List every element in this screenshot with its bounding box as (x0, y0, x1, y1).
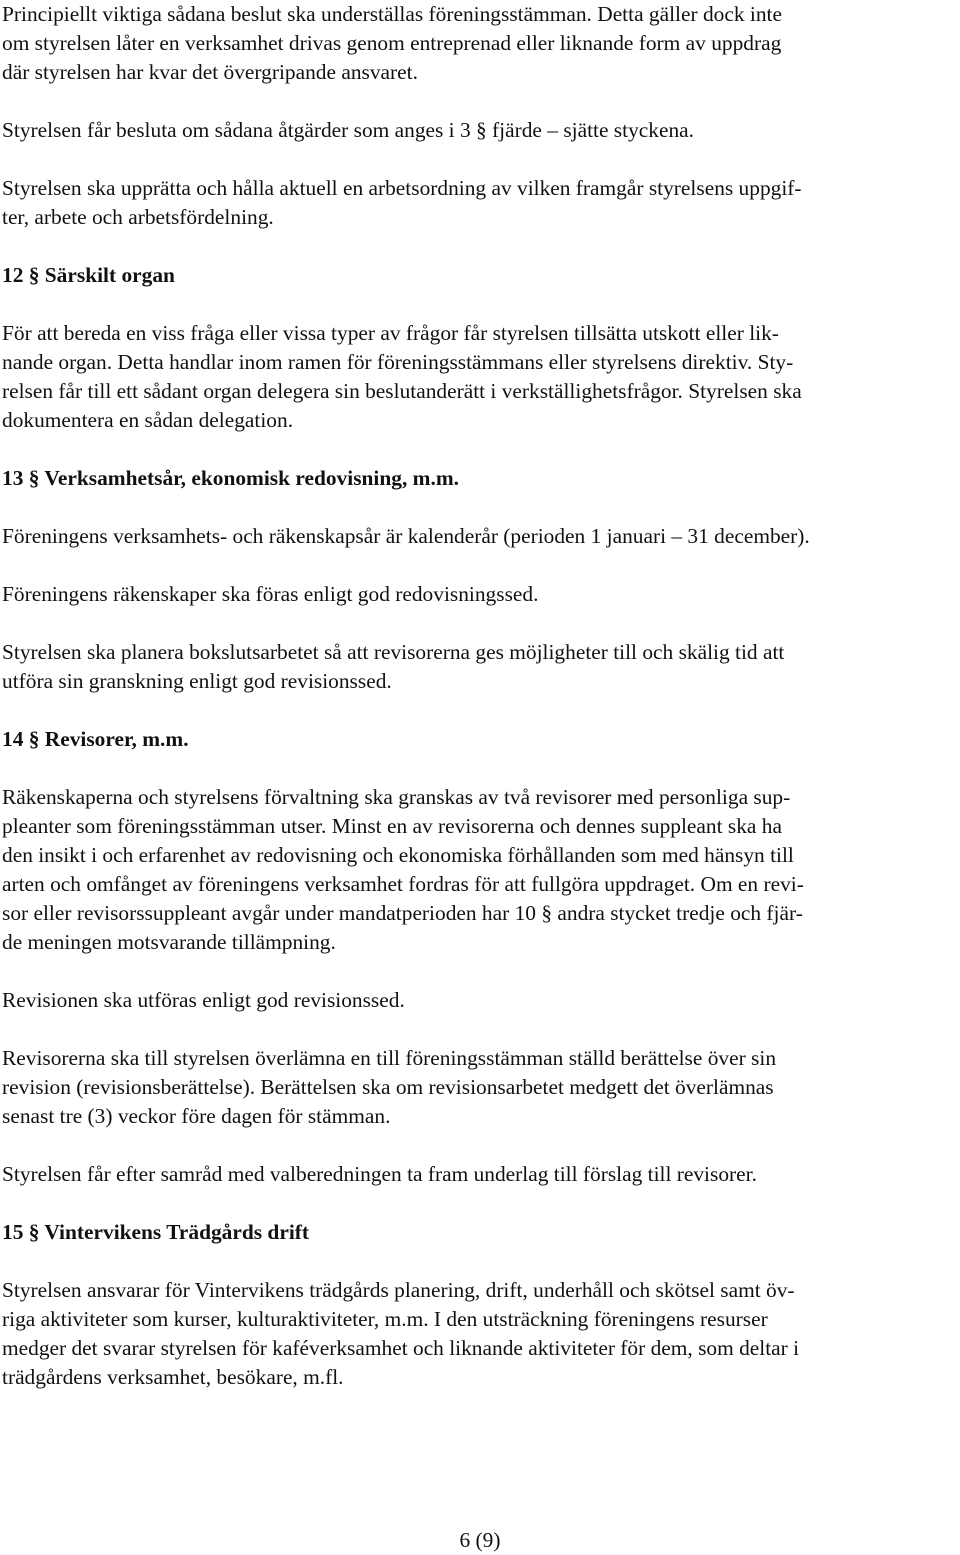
paragraph-gap (2, 1189, 954, 1218)
body-paragraph (2, 638, 954, 696)
paragraph-gap (2, 696, 954, 725)
text-line: de meningen motsvarande tillämpning. (2, 930, 336, 954)
paragraph-gap (2, 957, 954, 986)
text-line: Revisionen ska utföras enligt god revisionssed. (2, 988, 405, 1012)
text-line: Styrelsen får besluta om sådana åtgärder som anges i 3 § fjärde – sjätte styckena. (2, 118, 694, 142)
text-line: relsen får till ett sådant organ delegera sin beslutanderätt i verkställighetsfrågor. Styrelsen ska (2, 379, 802, 403)
document-body (2, 0, 954, 1392)
paragraph-gap (2, 87, 954, 116)
text-line: pleanter som föreningsstämman utser. Minst en av revisorerna och dennes suppleant ska ha (2, 814, 782, 838)
paragraph-gap (2, 232, 954, 261)
text-line: om styrelsen låter en verksamhet drivas genom entreprenad eller liknande form av uppdrag (2, 31, 782, 55)
text-line: där styrelsen har kvar det övergripande ansvaret. (2, 60, 418, 84)
paragraph-gap (2, 435, 954, 464)
body-paragraph (2, 580, 954, 609)
body-paragraph (2, 116, 954, 145)
body-paragraph (2, 986, 954, 1015)
section-heading: 15 § Vintervikens Trädgårds drift (2, 1220, 310, 1244)
text-line: Principiellt viktiga sådana beslut ska underställas föreningsstämman. Detta gäller dock inte (2, 2, 782, 26)
text-line: Styrelsen ansvarar för Vintervikens trädgårds planering, drift, underhåll och skötsel samt öv- (2, 1278, 795, 1302)
paragraph-gap (2, 145, 954, 174)
body-paragraph (2, 783, 954, 957)
paragraph-gap (2, 551, 954, 580)
text-line: revision (revisionsberättelse). Berättelsen ska om revisionsarbetet medgett det överlämnas (2, 1075, 774, 1099)
text-line: Räkenskaperna och styrelsens förvaltning ska granskas av två revisorer med personliga sup- (2, 785, 791, 809)
paragraph-gap (2, 754, 954, 783)
body-paragraph (2, 522, 954, 551)
paragraph-gap (2, 1247, 954, 1276)
text-line: Föreningens verksamhets- och räkenskapsår är kalenderår (perioden 1 januari – 31 december). (2, 524, 810, 548)
paragraph-gap (2, 1015, 954, 1044)
paragraph-gap (2, 290, 954, 319)
text-line: den insikt i och erfarenhet av redovisning och ekonomiska förhållanden som med hänsyn till (2, 843, 794, 867)
body-paragraph (2, 1276, 954, 1392)
section-heading: 13 § Verksamhetsår, ekonomisk redovisning, m.m. (2, 466, 459, 490)
text-line: nande organ. Detta handlar inom ramen för föreningsstämmans eller styrelsens direktiv. Sty- (2, 350, 794, 374)
page-number: 6 (9) (459, 1528, 501, 1552)
text-line: riga aktiviteter som kurser, kulturaktiviteter, m.m. I den utsträckning föreningens resurser (2, 1307, 768, 1331)
body-paragraph (2, 319, 954, 435)
section-heading: 14 § Revisorer, m.m. (2, 727, 189, 751)
text-line: utföra sin granskning enligt god revisionssed. (2, 669, 392, 693)
text-line: För att bereda en viss fråga eller vissa typer av frågor får styrelsen tillsätta utskott eller lik- (2, 321, 779, 345)
text-line: Föreningens räkenskaper ska föras enligt god redovisningssed. (2, 582, 539, 606)
text-line: trädgårdens verksamhet, besökare, m.fl. (2, 1365, 344, 1389)
text-line: sor eller revisorssuppleant avgår under mandatperioden har 10 § andra stycket tredje och fjär- (2, 901, 803, 925)
text-line: dokumentera en sådan delegation. (2, 408, 294, 432)
text-line: arten och omfånget av föreningens verksamhet fordras för att fullgöra uppdraget. Om en revi- (2, 872, 804, 896)
text-line: ter, arbete och arbetsfördelning. (2, 205, 274, 229)
text-line: Styrelsen ska planera bokslutsarbetet så att revisorerna ges möjligheter till och skälig tid att (2, 640, 785, 664)
text-line: Styrelsen får efter samråd med valberedningen ta fram underlag till förslag till revisorer. (2, 1162, 757, 1186)
paragraph-gap (2, 1131, 954, 1160)
paragraph-gap (2, 493, 954, 522)
paragraph-gap (2, 609, 954, 638)
text-line: medger det svarar styrelsen för kaféverksamhet och liknande aktiviteter för dem, som deltar i (2, 1336, 800, 1360)
text-line: Revisorerna ska till styrelsen överlämna en till föreningsstämman ställd berättelse över sin (2, 1046, 777, 1070)
text-line: Styrelsen ska upprätta och hålla aktuell en arbetsordning av vilken framgår styrelsens uppgif- (2, 176, 802, 200)
body-paragraph (2, 1160, 954, 1189)
body-paragraph (2, 174, 954, 232)
body-paragraph (2, 0, 954, 87)
text-line: senast tre (3) veckor före dagen för stämman. (2, 1104, 391, 1128)
section-heading: 12 § Särskilt organ (2, 263, 175, 287)
body-paragraph (2, 1044, 954, 1131)
